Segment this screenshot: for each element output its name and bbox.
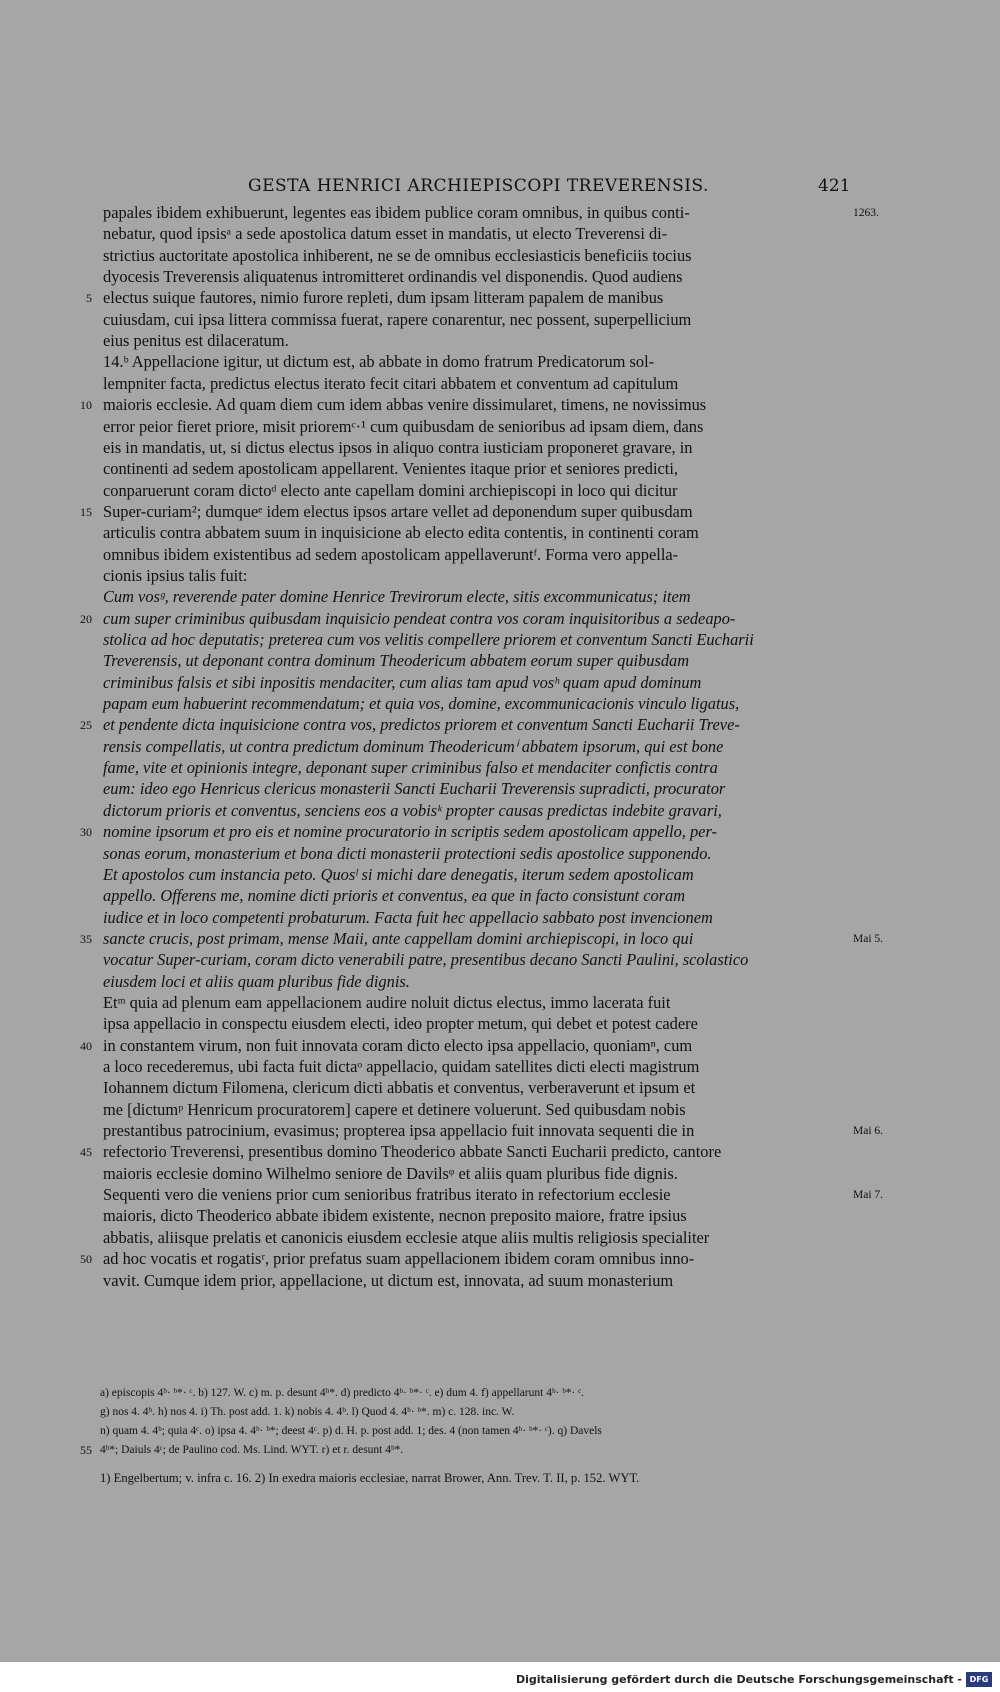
- text-line: me [dictumᵖ Henricum procuratorem] capere et detinere voluerunt. Sed quibusdam nobis: [103, 1100, 686, 1119]
- text-line: vocatur Super-curiam, coram dicto venerabili patre, presentibus decano Sancti Paulini, scolastico: [103, 950, 749, 969]
- text-line: appello. Offerens me, nomine dicti prioris et conventus, ea que in facto consistunt coram: [103, 886, 686, 905]
- text-line: nebatur, quod ipsisᵃ a sede apostolica datum esset in mandatis, ut electo Treverensi di-: [103, 224, 668, 243]
- text-line: eum: ideo ego Henricus clericus monasterii Sancti Eucharii Treverensis supradicti, procurator: [103, 779, 726, 798]
- text-line: nomine ipsorum et pro eis et nomine procuratorio in scriptis sedem apostolicam appello, per-: [103, 822, 717, 841]
- text-line: a loco recederemus, ubi facta fuit dictaᵒ appellacio, quidam satellites dicti electi magistrum: [103, 1057, 700, 1076]
- line-number: 15: [80, 505, 92, 519]
- text-line: Super-curiam²; dumqueᵉ idem electus ipsos artare vellet ad deponendum super quibusdam: [103, 502, 693, 521]
- line-number: 40: [80, 1039, 92, 1053]
- text-line: sonas eorum, monasterium et bona dicti monasterii protectioni sedis apostolice supponendo.: [103, 844, 712, 863]
- apparatus-footnote: a) episcopis 4ᵇ· ᵇ*· ᶜ. b) 127. W. c) m. p. desunt 4ᵇ*. d) predicto 4ᵇ· ᵇ*· ᶜ. e) dum 4. f) appellarunt 4ᵇ· ᵇ*· ᶜ.: [100, 1387, 585, 1399]
- dfg-logo-icon: DFG: [966, 1672, 992, 1687]
- line-number: 20: [80, 612, 92, 626]
- text-line: eius penitus est dilaceratum.: [103, 331, 289, 350]
- apparatus-footnote: n) quam 4. 4ᵇ; quia 4ᶜ. o) ipsa 4. 4ᵇ· ᵇ*; deest 4ᶜ. p) d. H. p. post add. 1; des. 4 (non tamen 4ᵇ· ᵇ*· ᶜ). q) Davels: [100, 1425, 602, 1437]
- text-line: error peior fieret priore, misit prioremᶜ·¹ cum quibusdam de senioribus ad ipsam diem, dans: [103, 417, 704, 436]
- margin-date: 1263.: [853, 207, 879, 219]
- line-number: 10: [80, 398, 92, 412]
- line-number: 35: [80, 932, 92, 946]
- explanatory-footnote: 1) Engelbertum; v. infra c. 16. 2) In exedra maioris ecclesiae, narrat Brower, Ann. Trev. T. II, p. 152. WYT.: [100, 1471, 640, 1485]
- text-line: vavit. Cumque idem prior, appellacione, ut dictum est, innovata, ad suum monasterium: [103, 1271, 674, 1290]
- apparatus-footnote: 4ᵇ*; Daiuls 4ᶜ; de Paulino cod. Ms. Lind. WYT. r) et r. desunt 4ᵇ*.: [100, 1444, 404, 1456]
- text-line: fame, vite et opinionis integre, deponant super criminibus falso et mendaciter confictis contra: [103, 758, 718, 777]
- text-line: maioris ecclesie. Ad quam diem cum idem abbas venire dissimularet, timens, ne novissimus: [103, 395, 707, 414]
- text-line: dictorum prioris et conventus, senciens eos a vobisᵏ propter causas predictas indebite gravari,: [103, 801, 722, 820]
- line-number: 5: [86, 291, 92, 305]
- text-line: omnibus ibidem existentibus ad sedem apostolicam appellaveruntᶠ. Forma vero appella-: [103, 545, 679, 564]
- text-line: conparuerunt coram dictoᵈ electo ante capellam domini archiepiscopi in loco qui dicitur: [103, 481, 678, 500]
- text-line: Et apostolos cum instancia peto. Quosˡ si michi dare denegatis, iterum sedem apostolicam: [103, 865, 694, 884]
- text-line: stolica ad hoc deputatis; preterea cum vos velitis compellere priorem et conventum Sancti Eucharii: [103, 630, 754, 649]
- margin-date: Mai 5.: [853, 933, 884, 945]
- line-number: 55: [80, 1443, 92, 1457]
- text-line: dyocesis Treverensis aliquatenus intromitteret ordinandis vel disponendis. Quod audiens: [103, 267, 683, 286]
- running-header: [0, 176, 1000, 202]
- text-line: sancte crucis, post primam, mense Maii, ante cappellam domini archiepiscopi, in loco qui: [103, 929, 694, 948]
- line-number: 50: [80, 1252, 92, 1266]
- text-line: eiusdem loci et aliis quam pluribus fide dignis.: [103, 972, 410, 991]
- text-line: electus suique fautores, nimio furore repleti, dum ipsam litteram papalem de manibus: [103, 288, 664, 307]
- line-number: 45: [80, 1145, 92, 1159]
- margin-date: Mai 7.: [853, 1189, 884, 1201]
- text-line: cionis ipsius talis fuit:: [103, 566, 248, 585]
- text-line: cuiusdam, cui ipsa littera commissa fuerat, rapere conarentur, nec possent, superpellicium: [103, 310, 692, 329]
- text-line: Cum vosᵍ, reverende pater domine Henrice Trevirorum electe, sitis excommunicatus; item: [103, 587, 691, 606]
- text-line: Sequenti vero die veniens prior cum senioribus fratribus iterato in refectorium ecclesie: [103, 1185, 671, 1204]
- text-line: Treverensis, ut deponant contra dominum Theodericum abbatem eorum super quibusdam: [103, 651, 690, 670]
- text-line: continenti ad sedem apostolicam appellarent. Venientes itaque prior et seniores predicti,: [103, 459, 678, 478]
- text-line: et pendente dicta inquisicione contra vos, predictos priorem et conventum Sancti Eucharii Treve-: [103, 715, 740, 734]
- text-line: ipsa appellacio in conspectu eiusdem electi, ideo propter metum, qui debet et potest cadere: [103, 1014, 698, 1033]
- text-line: maioris, dicto Theoderico abbate ibidem existente, necnon preposito maiore, fratre ipsius: [103, 1206, 687, 1225]
- text-line: eis in mandatis, ut, si dictus electus ipsos in aliquo contra iusticiam proponeret gravare, in: [103, 438, 693, 457]
- line-number: 25: [80, 718, 92, 732]
- text-line: Iohannem dictum Filomena, clericum dicti abbatis et conventus, verberaverunt et ipsum et: [103, 1078, 696, 1097]
- apparatus-footnote: g) nos 4. 4ᵇ. h) nos 4. i) Th. post add. 1. k) nobis 4. 4ᵇ. l) Quod 4. 4ᵇ· ᵇ*. m) c. 128. inc. W.: [100, 1406, 515, 1418]
- text-line: papales ibidem exhibuerunt, legentes eas ibidem publice coram omnibus, in quibus conti-: [103, 203, 690, 222]
- margin-date: Mai 6.: [853, 1125, 884, 1137]
- line-number: 30: [80, 825, 92, 839]
- text-line: criminibus falsis et sibi inpositis mendaciter, cum alias tam apud vosʰ quam apud dominum: [103, 673, 702, 692]
- text-line: Etᵐ quia ad plenum eam appellacionem audire noluit dictus electus, immo lacerata fuit: [103, 993, 671, 1012]
- dfg-credit-text: Digitalisierung gefördert durch die Deutsche Forschungsgemeinschaft -: [515, 1673, 962, 1686]
- text-line: maioris ecclesie domino Wilhelmo seniore de Davilsᵠ et aliis quam pluribus fide dignis.: [103, 1164, 678, 1183]
- text-line: cum super criminibus quibusdam inquisicio pendeat contra vos coram inquisitoribus a sedeapo-: [103, 609, 736, 628]
- running-title: GESTA HENRICI ARCHIEPISCOPI TREVERENSIS.: [248, 176, 709, 196]
- text-line: prestantibus patrocinium, evasimus; propterea ipsa appellacio fuit innovata sequenti die in: [103, 1121, 695, 1140]
- text-line: iudice et in loco competenti probaturum. Facta fuit hec appellacio sabbato post invencionem: [103, 908, 713, 927]
- text-line: lempniter facta, predictus electus iterato fecit citari abbatem et conventum ad capitulum: [103, 374, 679, 393]
- text-line: abbatis, aliisque prelatis et canonicis eiusdem ecclesie atque aliis multis religiosis specialiter: [103, 1228, 710, 1247]
- text-line: 14.ᵇ Appellacione igitur, ut dictum est, ab abbate in domo fratrum Predicatorum sol-: [103, 352, 655, 371]
- text-line: refectorio Treverensi, presentibus domino Theoderico abbate Sancti Eucharii predicto, cantore: [103, 1142, 722, 1161]
- text-line: papam eum habuerint recommendatum; et quia vos, domine, excommunicacionis vinculo ligatus,: [103, 694, 740, 713]
- text-line: articulis contra abbatem suum in inquisicione ab electo edita contentis, in continenti coram: [103, 523, 699, 542]
- text-line: in constantem virum, non fuit innovata coram dicto electo ipsa appellacio, quoniamⁿ, cum: [103, 1036, 693, 1055]
- text-line: strictius auctoritate apostolica inhiberent, ne se de omnibus ecclesiasticis beneficiis tocius: [103, 246, 692, 265]
- page-number: 421: [818, 176, 851, 196]
- text-line: rensis compellatis, ut contra predictum dominum Theodericumⁱ abbatem ipsorum, qui est bone: [103, 737, 724, 756]
- text-line: ad hoc vocatis et rogatisʳ, prior prefatus suam appellacionem ibidem coram omnibus inno-: [103, 1249, 695, 1268]
